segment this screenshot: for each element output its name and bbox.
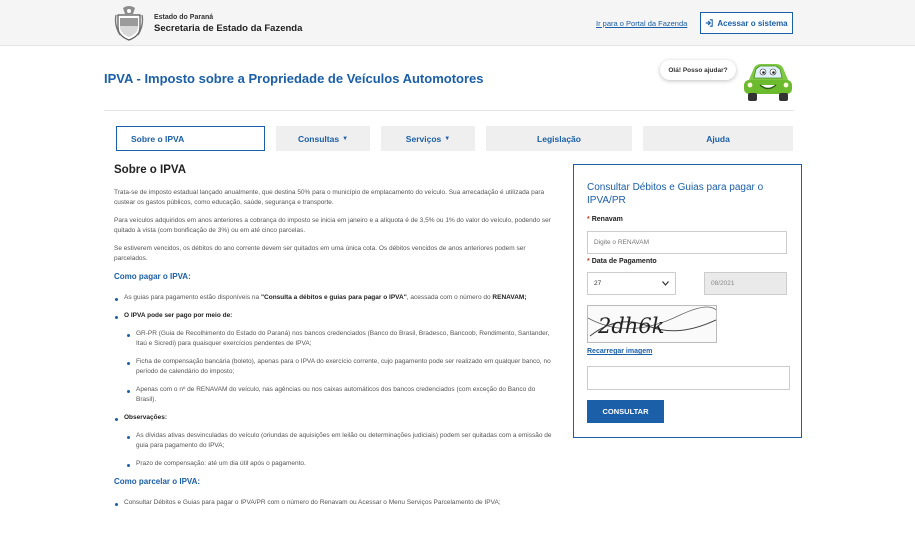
debt-query-panel	[573, 164, 802, 438]
observations-title: Observações:	[124, 414, 167, 421]
sign-in-icon	[705, 19, 713, 27]
panel-title: Consultar Débitos e Guias para pagar o IPVA/PR	[587, 182, 764, 206]
chevron-down-icon: ▼	[444, 135, 451, 142]
captcha-image	[587, 305, 717, 343]
state-name: Estado do Paraná	[154, 14, 214, 21]
captcha-input[interactable]	[587, 366, 790, 390]
payment-date-label	[587, 258, 657, 265]
overdue-paragraph: Se estiverem vencidos, os débitos do ano corrente devem ser quitados em uma única cota. Os débitos vencidos de anos anteriores podem ser parcelados.	[114, 245, 526, 262]
payment-date-label-text: Data de Pagamento	[591, 258, 657, 265]
rate-paragraph: Para veículos adquiridos em anos anteriores a cobrança do imposto se inicia em janeiro e a alíquota é de 3,5% ou 1% do valor do veículo, podendo ser quitado à vista (com bonificação de 3%) ou em até cinco parcelas.	[114, 217, 551, 234]
payment-day-select[interactable]	[587, 272, 676, 295]
tab-ajuda-label: Ajuda	[706, 133, 730, 144]
car-mascot-icon[interactable]	[740, 56, 796, 104]
tab-ajuda[interactable]	[643, 126, 793, 151]
tab-consultas[interactable]	[276, 126, 370, 151]
renavam-input[interactable]: Digite o RENAVAM	[587, 231, 787, 254]
access-system-button[interactable]	[700, 12, 793, 34]
how-to-pay-title: Como pagar o IPVA:	[114, 272, 191, 281]
help-chat-bubble[interactable]: Olá! Posso ajudar?	[660, 60, 736, 80]
tab-legislacao-label: Legislação	[537, 133, 581, 144]
main-content	[114, 164, 554, 516]
tab-sobre-ipva-label: Sobre o IPVA	[131, 133, 185, 144]
required-mark: *	[587, 258, 590, 265]
reload-captcha-link[interactable]: Recarregar imagem	[587, 348, 653, 355]
secretariat-name: Secretaria de Estado da Fazenda	[154, 23, 303, 34]
tab-legislacao[interactable]	[486, 126, 632, 151]
list-item: Prazo de compensação: até um dia útil após o pagamento.	[126, 459, 554, 469]
list-item: Apenas com o nº de RENAVAM do veículo, nas agências ou nos caixas automáticos dos bancos credenciados (com exceção do Banco do Brasil).	[126, 385, 554, 405]
list-item: Consultar Débitos e Guias para pagar o IPVA/PR com o número do Renavam ou Acessar o Menu Serviços Parcelamento de IPVA;	[114, 498, 554, 508]
list-item: As dívidas ativas desvinculadas do veículo (oriundas de aquisições em leilão ou determinações judiciais) podem ser quitadas com a emissão de guia para pagamento do IPVA;	[126, 431, 554, 451]
chevron-down-icon	[662, 281, 669, 286]
page-title: IPVA - Imposto sobre a Propriedade de Veículos Automotores	[104, 71, 484, 86]
consult-button[interactable]: CONSULTAR	[587, 400, 664, 423]
list-item	[114, 293, 554, 303]
tab-consultas-label: Consultas	[297, 133, 340, 144]
tab-servicos-label: Serviços	[405, 133, 442, 144]
payment-means-title: O IPVA pode ser pago por meio de:	[124, 312, 233, 319]
guides-query-link[interactable]: "Consulta a débitos e guias para pagar o IPVA"	[260, 294, 407, 301]
required-mark: *	[587, 216, 590, 223]
renavam-word: RENAVAM;	[492, 294, 527, 301]
intro-paragraph: Trata-se de imposto estadual lançado anualmente, que destina 50% para o município de emplacamento do veículo. Sua arrecadação é utilizada para custear os gastos públicos, como educação, saúde, segurança e transporte.	[114, 189, 545, 206]
chevron-down-icon: ▼	[342, 135, 349, 142]
payment-month-year-field: 08/2021	[704, 272, 787, 295]
tab-servicos[interactable]	[381, 126, 475, 151]
list-item	[114, 311, 554, 321]
installments-title: Como parcelar o IPVA:	[114, 477, 201, 486]
tab-sobre-ipva[interactable]	[116, 126, 265, 151]
renavam-label-text: Renavam	[591, 216, 623, 223]
portal-fazenda-link[interactable]: Ir para o Portal da Fazenda	[596, 19, 688, 28]
list-item	[114, 413, 554, 423]
guides-text: As guias para pagamento estão disponíveis na	[124, 294, 261, 301]
payment-day-value: 27	[594, 280, 602, 287]
list-item: GR-PR (Guia de Recolhimento do Estado do Paraná) nos bancos credenciados (Banco do Brasil, Bradesco, Bancoob, Rendimento, Santander, Itaú e Sicredi) para quaisquer exercícios pendentes de IPVA;	[126, 329, 554, 349]
list-item: Ficha de compensação bancária (boleto), apenas para o IPVA do exercício corrente, cujo pagamento pode ser realizado em qualquer banco, no período de calendário do imposto;	[126, 357, 554, 377]
captcha-text: 2dh6k	[598, 314, 665, 338]
access-system-label: Acessar o sistema	[717, 18, 788, 28]
renavam-label	[587, 216, 623, 223]
guides-text-after: , acessada com o número do	[406, 294, 493, 301]
title-divider	[104, 110, 794, 111]
section-heading: Sobre o IPVA	[114, 164, 186, 176]
parana-coat-of-arms-icon	[114, 5, 144, 41]
captcha-graphic	[588, 306, 717, 343]
government-identity	[154, 12, 302, 34]
top-bar	[0, 0, 915, 46]
